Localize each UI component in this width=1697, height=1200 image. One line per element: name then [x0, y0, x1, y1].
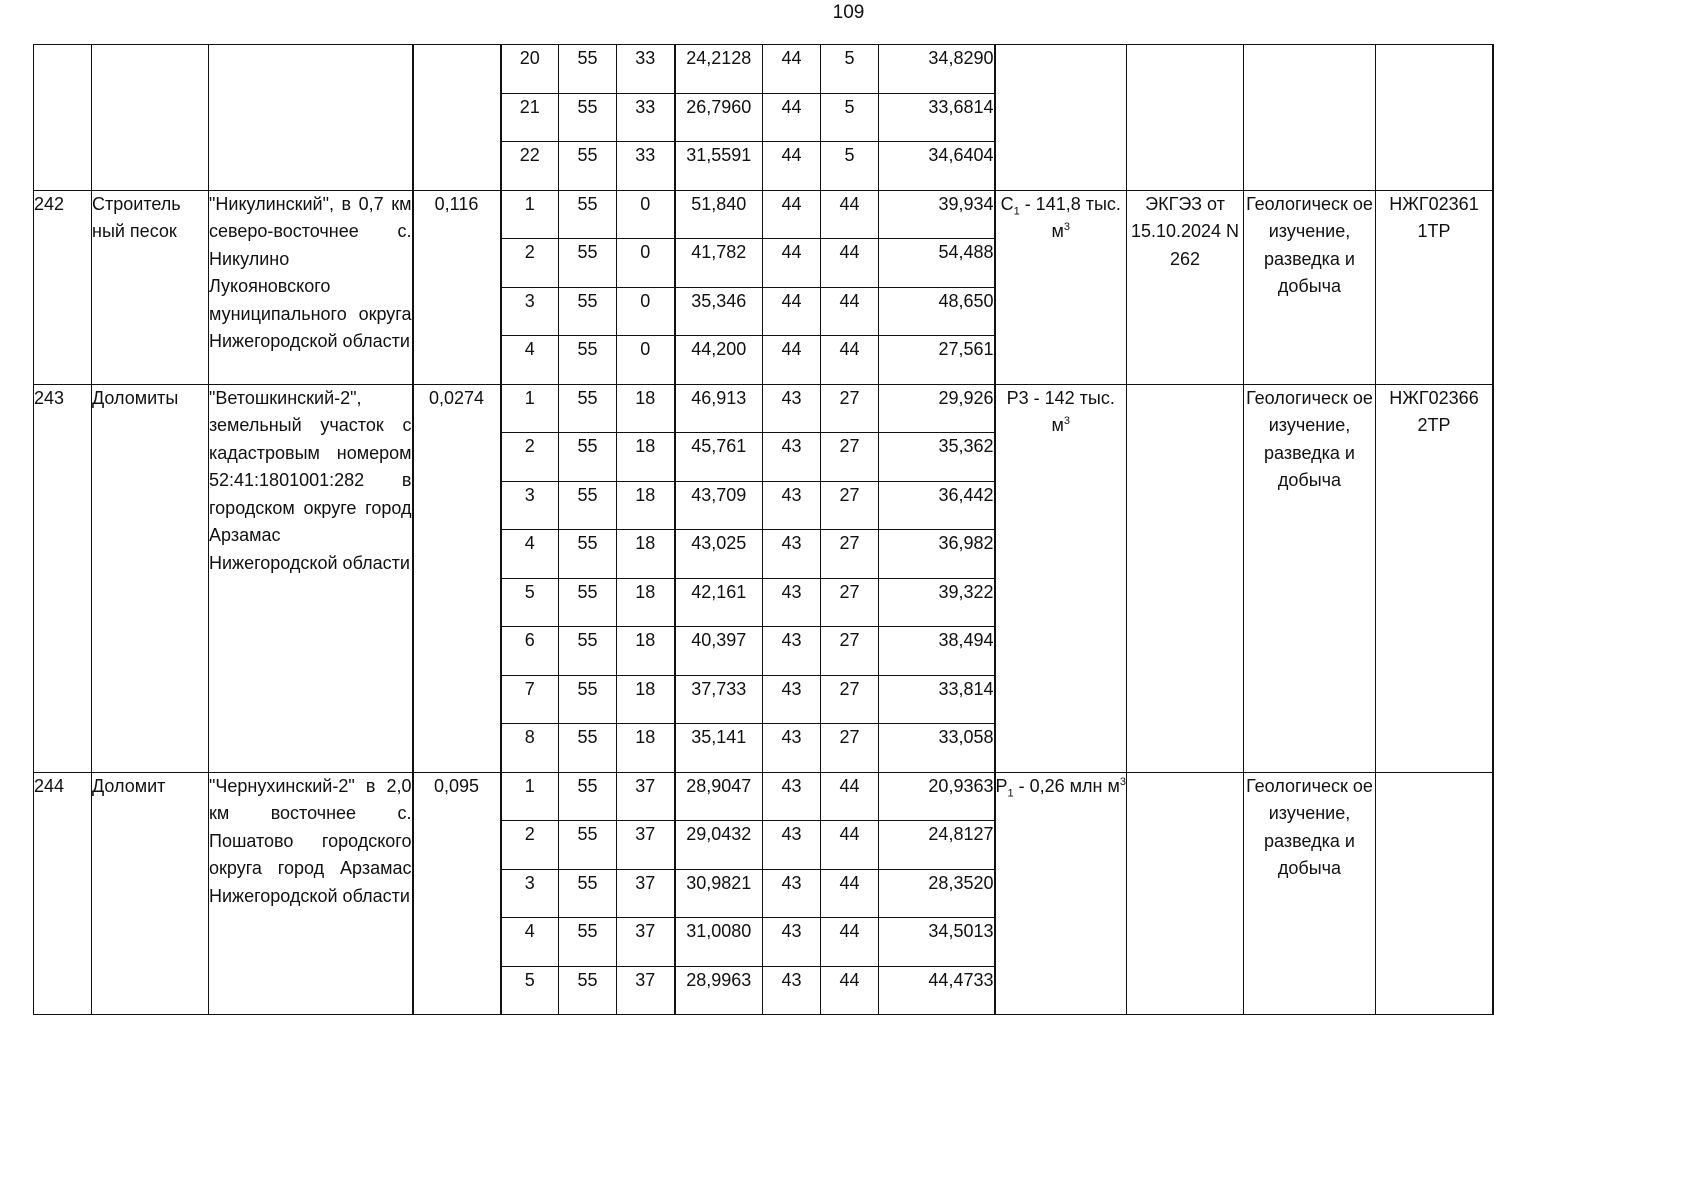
- expertise-reference: [1127, 772, 1244, 1015]
- coord-lat-seconds: 40,397: [675, 627, 763, 676]
- mineral-type: Доломиты: [92, 384, 209, 772]
- table-row: [34, 45, 1494, 94]
- coord-lat-minutes: 18: [617, 530, 675, 579]
- coord-lon-minutes: 27: [821, 627, 879, 676]
- coord-lat-seconds: 41,782: [675, 239, 763, 288]
- coord-lon-minutes: 44: [821, 869, 879, 918]
- coord-lat-minutes: 37: [617, 966, 675, 1015]
- coord-lon-minutes: 44: [821, 966, 879, 1015]
- coord-lon-seconds: 28,3520: [879, 869, 995, 918]
- coord-lat-minutes: 37: [617, 772, 675, 821]
- site-area: 0,0274: [413, 384, 501, 772]
- coord-lat-degrees: 55: [559, 239, 617, 288]
- mineral-type: Строитель ный песок: [92, 190, 209, 384]
- coord-lon-minutes: 27: [821, 724, 879, 773]
- coord-lat-minutes: 33: [617, 45, 675, 94]
- reserves-unit-power: 3: [1063, 221, 1070, 233]
- usage-purpose: Геологическ ое изучение, разведка и добыча: [1244, 772, 1376, 1015]
- coord-lon-degrees: 43: [763, 869, 821, 918]
- coord-lon-degrees: 43: [763, 724, 821, 773]
- site-location: "Ветошкинский-2", земельный участок с кадастровым номером 52:41:1801001:282 в городском округе город Арзамас Нижегородской области: [209, 384, 413, 772]
- coord-lon-seconds: 34,6404: [879, 142, 995, 191]
- coord-lat-seconds: 43,709: [675, 481, 763, 530]
- coord-lat-seconds: 30,9821: [675, 869, 763, 918]
- coord-lon-degrees: 44: [763, 287, 821, 336]
- coord-lat-seconds: 43,025: [675, 530, 763, 579]
- coord-lat-degrees: 55: [559, 190, 617, 239]
- coord-lon-degrees: 44: [763, 45, 821, 94]
- coord-point-number: 4: [501, 336, 559, 385]
- coord-lat-minutes: 0: [617, 239, 675, 288]
- coord-lon-minutes: 27: [821, 433, 879, 482]
- extra-cell-a: [1493, 772, 1494, 1015]
- coord-lon-degrees: 44: [763, 239, 821, 288]
- coord-lon-minutes: 44: [821, 336, 879, 385]
- coord-lon-minutes: 44: [821, 772, 879, 821]
- coord-lat-degrees: 55: [559, 869, 617, 918]
- coord-lat-minutes: 18: [617, 627, 675, 676]
- coord-lat-seconds: 31,0080: [675, 918, 763, 967]
- reserves-amount: - 141,8 тыс. м: [1019, 193, 1121, 241]
- coord-lat-degrees: 55: [559, 142, 617, 191]
- coord-lat-seconds: 44,200: [675, 336, 763, 385]
- coord-point-number: 1: [501, 190, 559, 239]
- coord-lat-minutes: 37: [617, 869, 675, 918]
- coord-lat-degrees: 55: [559, 45, 617, 94]
- license-number: НЖГ02366 2ТР: [1376, 384, 1493, 772]
- coord-point-number: 7: [501, 675, 559, 724]
- coord-point-number: 1: [501, 384, 559, 433]
- coord-lon-seconds: 54,488: [879, 239, 995, 288]
- reserves-estimate: [995, 772, 1127, 1015]
- coord-lon-seconds: 38,494: [879, 627, 995, 676]
- coord-lon-degrees: 44: [763, 336, 821, 385]
- extra-cell-a: [1493, 190, 1494, 384]
- coord-lon-seconds: 33,058: [879, 724, 995, 773]
- coord-lon-degrees: 44: [763, 190, 821, 239]
- coord-lon-minutes: 44: [821, 918, 879, 967]
- coord-lat-minutes: 18: [617, 433, 675, 482]
- reserves-unit-power: 3: [1119, 775, 1126, 788]
- coord-lat-minutes: 0: [617, 287, 675, 336]
- usage-purpose: Геологическ ое изучение, разведка и добыча: [1244, 384, 1376, 772]
- extra-cell-a: [1493, 45, 1494, 191]
- coord-lat-minutes: 33: [617, 93, 675, 142]
- coord-lat-seconds: 31,5591: [675, 142, 763, 191]
- coord-lon-seconds: 27,561: [879, 336, 995, 385]
- reserves-category: P: [995, 775, 1008, 796]
- coord-lon-seconds: 36,442: [879, 481, 995, 530]
- coord-lon-seconds: 39,934: [879, 190, 995, 239]
- coord-lon-seconds: 36,982: [879, 530, 995, 579]
- coord-lon-seconds: 24,8127: [879, 821, 995, 870]
- coord-point-number: 2: [501, 433, 559, 482]
- coord-lat-seconds: 37,733: [675, 675, 763, 724]
- record-number: 242: [34, 190, 92, 384]
- coord-lat-seconds: 28,9047: [675, 772, 763, 821]
- coord-lat-degrees: 55: [559, 675, 617, 724]
- coord-point-number: 5: [501, 966, 559, 1015]
- coord-lat-seconds: 28,9963: [675, 966, 763, 1015]
- reserves-cell: [995, 45, 1127, 191]
- coord-point-number: 3: [501, 481, 559, 530]
- license-cell: [1376, 45, 1493, 191]
- coord-lon-seconds: 44,4733: [879, 966, 995, 1015]
- coord-lat-minutes: 18: [617, 675, 675, 724]
- coord-lat-minutes: 37: [617, 821, 675, 870]
- coord-lon-degrees: 44: [763, 142, 821, 191]
- coord-lat-minutes: 18: [617, 384, 675, 433]
- coord-point-number: 2: [501, 239, 559, 288]
- area-cell: [413, 45, 501, 191]
- coord-lon-degrees: 43: [763, 530, 821, 579]
- coord-lat-minutes: 0: [617, 190, 675, 239]
- purpose-cell: [1244, 45, 1376, 191]
- coord-lat-degrees: 55: [559, 578, 617, 627]
- coord-point-number: 4: [501, 918, 559, 967]
- coord-lat-seconds: 26,7960: [675, 93, 763, 142]
- coord-lon-degrees: 43: [763, 675, 821, 724]
- site-location: "Никулинский", в 0,7 км северо-восточнее с. Никулино Лукояновского муниципального округа Нижегородской области: [209, 190, 413, 384]
- coord-lat-degrees: 55: [559, 966, 617, 1015]
- table-row: [34, 384, 1494, 433]
- coord-lon-degrees: 43: [763, 627, 821, 676]
- usage-purpose: Геологическ ое изучение, разведка и добыча: [1244, 190, 1376, 384]
- coord-lat-seconds: 42,161: [675, 578, 763, 627]
- coord-point-number: 5: [501, 578, 559, 627]
- extra-cell-a: [1493, 384, 1494, 772]
- coord-lon-degrees: 43: [763, 772, 821, 821]
- coord-lon-seconds: 20,9363: [879, 772, 995, 821]
- coord-lon-degrees: 43: [763, 966, 821, 1015]
- coord-point-number: 8: [501, 724, 559, 773]
- coord-lat-degrees: 55: [559, 336, 617, 385]
- location-cell: [209, 45, 413, 191]
- coord-point-number: 1: [501, 772, 559, 821]
- table-row: [34, 772, 1494, 821]
- reserves-estimate: [995, 190, 1127, 384]
- coord-lon-minutes: 5: [821, 45, 879, 94]
- coord-lat-minutes: 33: [617, 142, 675, 191]
- coord-lon-seconds: 33,814: [879, 675, 995, 724]
- coord-lon-seconds: 33,6814: [879, 93, 995, 142]
- coord-lon-minutes: 27: [821, 481, 879, 530]
- reserves-amount: - 0,26 млн м: [1013, 775, 1120, 796]
- coord-lon-degrees: 43: [763, 821, 821, 870]
- coord-lon-seconds: 29,926: [879, 384, 995, 433]
- mineral-type: Доломит: [92, 772, 209, 1015]
- coord-lat-degrees: 55: [559, 93, 617, 142]
- coord-lat-degrees: 55: [559, 724, 617, 773]
- coord-point-number: 20: [501, 45, 559, 94]
- record-number: 244: [34, 772, 92, 1015]
- coord-lon-minutes: 5: [821, 93, 879, 142]
- num-cell: [34, 45, 92, 191]
- coord-lat-minutes: 37: [617, 918, 675, 967]
- coord-lon-seconds: 34,8290: [879, 45, 995, 94]
- coord-lat-seconds: 35,346: [675, 287, 763, 336]
- license-number: [1376, 772, 1493, 1015]
- coord-lat-minutes: 18: [617, 481, 675, 530]
- page-number: 109: [832, 2, 865, 23]
- coord-lon-degrees: 43: [763, 433, 821, 482]
- coord-lon-minutes: 44: [821, 287, 879, 336]
- coord-lat-seconds: 45,761: [675, 433, 763, 482]
- coord-lat-degrees: 55: [559, 287, 617, 336]
- coord-lon-degrees: 43: [763, 384, 821, 433]
- coord-point-number: 2: [501, 821, 559, 870]
- coord-lat-seconds: 35,141: [675, 724, 763, 773]
- coord-point-number: 3: [501, 869, 559, 918]
- reserves-category: P3: [1006, 387, 1029, 408]
- coord-lon-minutes: 44: [821, 190, 879, 239]
- coord-lon-seconds: 48,650: [879, 287, 995, 336]
- mineral-cell: [92, 45, 209, 191]
- reserves-unit-power: 3: [1063, 415, 1070, 427]
- coord-point-number: 6: [501, 627, 559, 676]
- coord-lat-degrees: 55: [559, 627, 617, 676]
- reserves-amount: - 142 тыс. м: [1028, 387, 1115, 435]
- coord-lon-minutes: 27: [821, 675, 879, 724]
- coord-lat-minutes: 18: [617, 578, 675, 627]
- expertise-cell: [1127, 45, 1244, 191]
- reserves-category: C: [1000, 193, 1014, 214]
- expertise-reference: [1127, 384, 1244, 772]
- coord-lon-seconds: 35,362: [879, 433, 995, 482]
- record-number: 243: [34, 384, 92, 772]
- site-area: 0,095: [413, 772, 501, 1015]
- coord-point-number: 4: [501, 530, 559, 579]
- coord-lon-minutes: 27: [821, 578, 879, 627]
- coord-lat-minutes: 18: [617, 724, 675, 773]
- coord-lat-degrees: 55: [559, 433, 617, 482]
- coord-point-number: 21: [501, 93, 559, 142]
- site-location: "Чернухинский-2" в 2,0 км восточнее с. Пошатово городского округа город Арзамас Нижегородской области: [209, 772, 413, 1015]
- coord-lon-seconds: 39,322: [879, 578, 995, 627]
- coord-point-number: 22: [501, 142, 559, 191]
- coord-lat-minutes: 0: [617, 336, 675, 385]
- coord-lon-minutes: 5: [821, 142, 879, 191]
- coord-lat-seconds: 51,840: [675, 190, 763, 239]
- coord-lat-degrees: 55: [559, 481, 617, 530]
- reserves-estimate: [995, 384, 1127, 772]
- reserves-category-index: 1: [1013, 205, 1020, 218]
- coord-lon-minutes: 27: [821, 530, 879, 579]
- subsoil-registry-table: [33, 44, 1494, 1015]
- coord-lon-seconds: 34,5013: [879, 918, 995, 967]
- coord-point-number: 3: [501, 287, 559, 336]
- coord-lat-degrees: 55: [559, 772, 617, 821]
- coord-lat-degrees: 55: [559, 530, 617, 579]
- coord-lat-degrees: 55: [559, 821, 617, 870]
- license-number: НЖГ02361 1ТР: [1376, 190, 1493, 384]
- coord-lon-degrees: 43: [763, 481, 821, 530]
- coord-lon-minutes: 44: [821, 821, 879, 870]
- expertise-reference: ЭКГЭЗ от 15.10.2024 N 262: [1127, 190, 1244, 384]
- coord-lat-seconds: 24,2128: [675, 45, 763, 94]
- coord-lon-degrees: 43: [763, 918, 821, 967]
- coord-lon-degrees: 44: [763, 93, 821, 142]
- coord-lat-degrees: 55: [559, 384, 617, 433]
- coord-lat-seconds: 46,913: [675, 384, 763, 433]
- coord-lon-degrees: 43: [763, 578, 821, 627]
- table-row: [34, 190, 1494, 239]
- coord-lon-minutes: 27: [821, 384, 879, 433]
- table-body: [34, 45, 1494, 1015]
- coord-lat-seconds: 29,0432: [675, 821, 763, 870]
- site-area: 0,116: [413, 190, 501, 384]
- reserves-category-index: 1: [1007, 787, 1014, 800]
- coord-lon-minutes: 44: [821, 239, 879, 288]
- coord-lat-degrees: 55: [559, 918, 617, 967]
